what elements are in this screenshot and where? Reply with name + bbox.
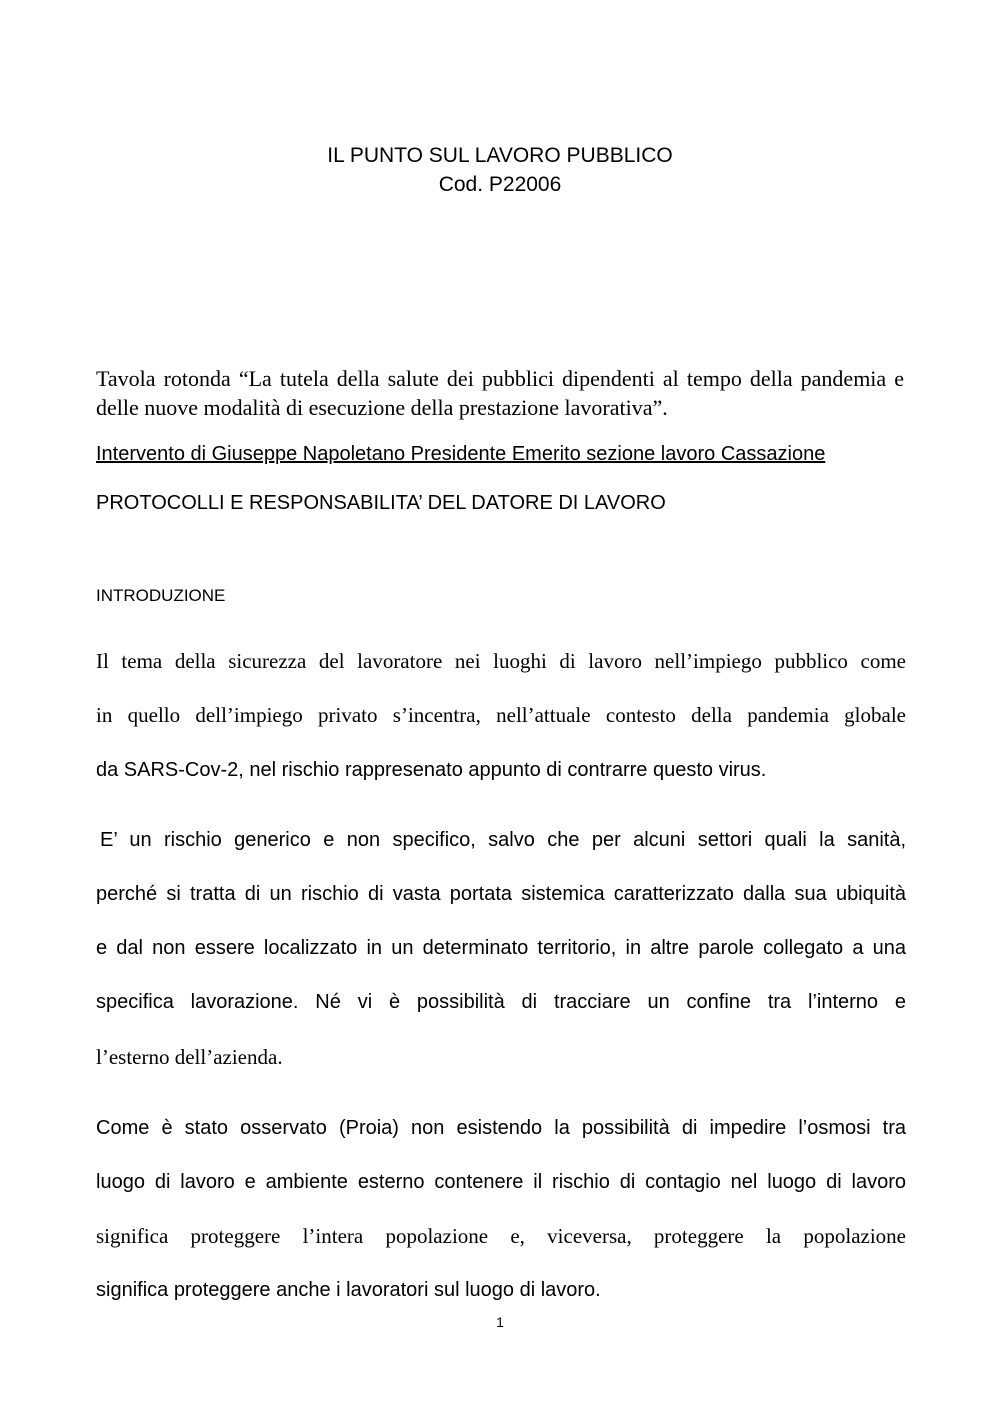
introduzione-heading: INTRODUZIONE	[96, 586, 226, 605]
paragraph-2-line: E’ un rischio generico e non specifico, salvo che per alcuni settori quali la sanità,	[100, 829, 906, 851]
tavola-rotonda-text: Tavola rotonda “La tutela della salute dei pubblici dipendenti al tempo della pandemia e delle nuove modalità di esecuzione della prestazione lavorativa”.	[96, 366, 904, 420]
document-title: IL PUNTO SUL LAVORO PUBBLICO	[327, 144, 673, 167]
paragraph-3-line: luogo di lavoro e ambiente esterno contenere il rischio di contagio nel luogo di lavoro	[96, 1171, 906, 1193]
document-code: Cod. P22006	[438, 173, 562, 196]
paragraph-2-line: perché si tratta di un rischio di vasta portata sistemica caratterizzato dalla sua ubiquità	[96, 883, 906, 905]
paragraph-1-line: da SARS-Cov-2, nel rischio rappresenato appunto di contrarre questo virus.	[96, 759, 767, 781]
paragraph-2-line: l’esterno dell’azienda.	[96, 1045, 283, 1069]
section-title: PROTOCOLLI E RESPONSABILITA’ DEL DATORE DI LAVORO	[96, 492, 666, 514]
paragraph-2-line: e dal non essere localizzato in un determinato territorio, in altre parole collegato a una	[96, 937, 906, 959]
paragraph-2-line: specifica lavorazione. Né vi è possibilità di tracciare un confine tra l’interno e	[96, 991, 906, 1013]
paragraph-3-line: Come è stato osservato (Proia) non esistendo la possibilità di impedire l’osmosi tra	[96, 1117, 906, 1139]
page-number: 1	[496, 1314, 504, 1330]
paragraph-1-line: in quello dell’impiego privato s’incentra, nell’attuale contesto della pandemia globale	[96, 703, 906, 727]
paragraph-3-line: significa proteggere l’intera popolazione e, viceversa, proteggere la popolazione	[96, 1224, 906, 1248]
intervento-line: Intervento di Giuseppe Napoletano Presidente Emerito sezione lavoro Cassazione	[96, 443, 826, 465]
paragraph-3-line: significa proteggere anche i lavoratori sul luogo di lavoro.	[96, 1279, 601, 1301]
paragraph-1-line: Il tema della sicurezza del lavoratore nei luoghi di lavoro nell’impiego pubblico come	[96, 649, 906, 673]
